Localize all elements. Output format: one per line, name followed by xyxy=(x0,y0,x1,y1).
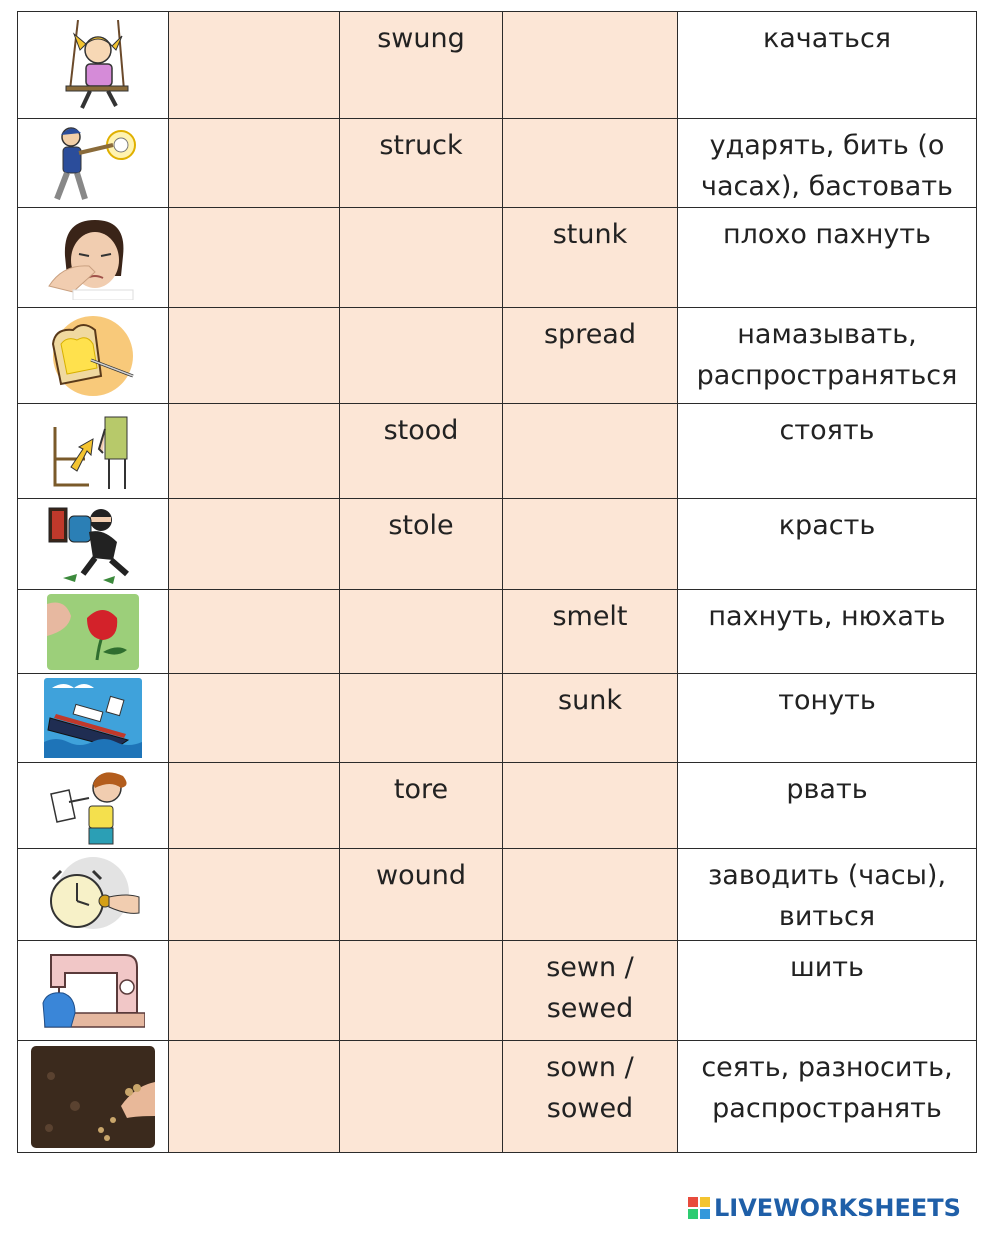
translation-cell xyxy=(678,404,977,499)
translation-text: ударять, бить (о часах), бастовать xyxy=(701,130,953,202)
past-participle-cell[interactable] xyxy=(503,12,678,119)
table-row xyxy=(18,404,977,499)
cell-text xyxy=(503,763,677,769)
cell-text xyxy=(169,674,339,680)
baseball-batter-icon xyxy=(43,123,143,203)
table-row xyxy=(18,674,977,763)
answer-cell[interactable] xyxy=(169,590,340,674)
answer-cell[interactable] xyxy=(169,404,340,499)
translation-cell xyxy=(678,1041,977,1153)
translation-cell xyxy=(678,119,977,208)
cell-text: swung xyxy=(377,23,465,54)
table-row xyxy=(18,308,977,404)
answer-cell[interactable] xyxy=(169,119,340,208)
translation-cell xyxy=(678,763,977,849)
cell-text: struck xyxy=(379,130,463,161)
picture-cell xyxy=(18,499,169,590)
answer-cell[interactable] xyxy=(340,674,503,763)
cell-text xyxy=(340,590,502,596)
table-row xyxy=(18,1041,977,1153)
past-simple-cell xyxy=(340,404,503,499)
verbs-table xyxy=(17,11,977,1153)
answer-cell[interactable] xyxy=(169,308,340,404)
picture-cell xyxy=(18,674,169,763)
translation-text: сеять, разносить, распространять xyxy=(701,1052,953,1124)
cell-text: tore xyxy=(393,774,449,805)
table-row xyxy=(18,119,977,208)
cell-text xyxy=(169,763,339,769)
translation-text: стоять xyxy=(779,415,875,446)
cell-text xyxy=(503,849,677,855)
sowing-seeds-icon xyxy=(31,1046,155,1148)
translation-cell xyxy=(678,674,977,763)
cell-text xyxy=(503,119,677,125)
past-participle-cell[interactable] xyxy=(503,763,678,849)
cell-text xyxy=(169,308,339,314)
cell-text xyxy=(503,404,677,410)
cell-text xyxy=(340,674,502,680)
sewing-machine-icon xyxy=(41,947,145,1035)
winding-clock-icon xyxy=(43,853,143,937)
past-simple-cell xyxy=(340,763,503,849)
burglar-icon xyxy=(43,502,143,586)
table-row xyxy=(18,941,977,1041)
answer-cell[interactable] xyxy=(340,590,503,674)
sinking-ship-icon xyxy=(44,678,142,758)
cell-text xyxy=(340,1041,502,1047)
cell-text xyxy=(340,208,502,214)
cell-text xyxy=(169,1041,339,1047)
answer-cell[interactable] xyxy=(340,308,503,404)
answer-cell[interactable] xyxy=(169,1041,340,1153)
cell-text xyxy=(169,404,339,410)
smelling-flower-icon xyxy=(47,594,139,670)
cell-text xyxy=(169,499,339,505)
butter-on-toast-icon xyxy=(43,314,143,398)
picture-cell xyxy=(18,208,169,308)
picture-cell xyxy=(18,308,169,404)
girl-on-swing-icon xyxy=(38,20,148,110)
past-simple-cell xyxy=(340,119,503,208)
past-participle-cell[interactable] xyxy=(503,499,678,590)
answer-cell[interactable] xyxy=(340,1041,503,1153)
cell-text xyxy=(340,941,502,947)
translation-text: качаться xyxy=(762,23,892,54)
woman-holding-nose-icon xyxy=(43,216,143,300)
cell-text xyxy=(503,12,677,18)
translation-text: заводить (часы), виться xyxy=(707,860,947,932)
picture-cell xyxy=(18,404,169,499)
translation-text: рвать xyxy=(786,774,868,805)
past-simple-cell xyxy=(340,12,503,119)
translation-text: шить xyxy=(790,952,864,983)
table-row xyxy=(18,499,977,590)
cell-text xyxy=(169,941,339,947)
answer-cell[interactable] xyxy=(169,674,340,763)
table-row xyxy=(18,208,977,308)
cell-text: stood xyxy=(383,415,459,446)
answer-cell[interactable] xyxy=(340,208,503,308)
tearing-paper-icon xyxy=(45,766,141,846)
past-participle-cell xyxy=(503,590,678,674)
liveworksheets-logo-icon xyxy=(688,1197,710,1219)
past-participle-cell[interactable] xyxy=(503,404,678,499)
picture-cell xyxy=(18,941,169,1041)
cell-text xyxy=(169,590,339,596)
translation-cell xyxy=(678,308,977,404)
translation-text: плохо пахнуть xyxy=(723,219,931,250)
cell-text: stole xyxy=(388,510,454,541)
answer-cell[interactable] xyxy=(169,499,340,590)
translation-cell xyxy=(678,941,977,1041)
table-row xyxy=(18,12,977,119)
cell-text: wound xyxy=(376,860,466,891)
past-participle-cell xyxy=(503,1041,678,1153)
past-simple-cell xyxy=(340,499,503,590)
translation-cell xyxy=(678,208,977,308)
picture-cell xyxy=(18,849,169,941)
picture-cell xyxy=(18,119,169,208)
translation-cell xyxy=(678,849,977,941)
picture-cell xyxy=(18,1041,169,1153)
answer-cell[interactable] xyxy=(169,763,340,849)
cell-text: sown / sowed xyxy=(546,1052,634,1124)
table-row xyxy=(18,849,977,941)
table-row xyxy=(18,763,977,849)
translation-cell xyxy=(678,12,977,119)
cell-text: spread xyxy=(543,319,636,350)
past-participle-cell xyxy=(503,208,678,308)
liveworksheets-logo[interactable] xyxy=(688,1193,961,1223)
past-simple-cell xyxy=(340,849,503,941)
answer-cell[interactable] xyxy=(169,849,340,941)
picture-cell xyxy=(18,763,169,849)
translation-text: красть xyxy=(778,510,876,541)
cell-text xyxy=(169,849,339,855)
translation-text: тонуть xyxy=(778,685,876,716)
table-row xyxy=(18,590,977,674)
cell-text xyxy=(169,12,339,18)
cell-text xyxy=(503,499,677,505)
translation-text: намазывать, распространяться xyxy=(696,319,958,391)
past-participle-cell[interactable] xyxy=(503,119,678,208)
answer-cell[interactable] xyxy=(169,12,340,119)
cell-text: smelt xyxy=(552,601,628,632)
answer-cell[interactable] xyxy=(169,208,340,308)
past-participle-cell[interactable] xyxy=(503,849,678,941)
cell-text: sunk xyxy=(558,685,622,716)
person-standing-up-icon xyxy=(43,409,143,493)
cell-text: stunk xyxy=(552,219,628,250)
logo-text: LIVEWORKSHEETS xyxy=(714,1194,961,1222)
cell-text xyxy=(169,208,339,214)
picture-cell xyxy=(18,590,169,674)
answer-cell[interactable] xyxy=(340,941,503,1041)
past-participle-cell xyxy=(503,308,678,404)
answer-cell[interactable] xyxy=(169,941,340,1041)
cell-text xyxy=(340,308,502,314)
picture-cell xyxy=(18,12,169,119)
translation-text: пахнуть, нюхать xyxy=(708,601,946,632)
translation-cell xyxy=(678,499,977,590)
translation-cell xyxy=(678,590,977,674)
past-participle-cell xyxy=(503,674,678,763)
cell-text xyxy=(169,119,339,125)
cell-text: sewn / sewed xyxy=(546,952,634,1024)
past-participle-cell xyxy=(503,941,678,1041)
